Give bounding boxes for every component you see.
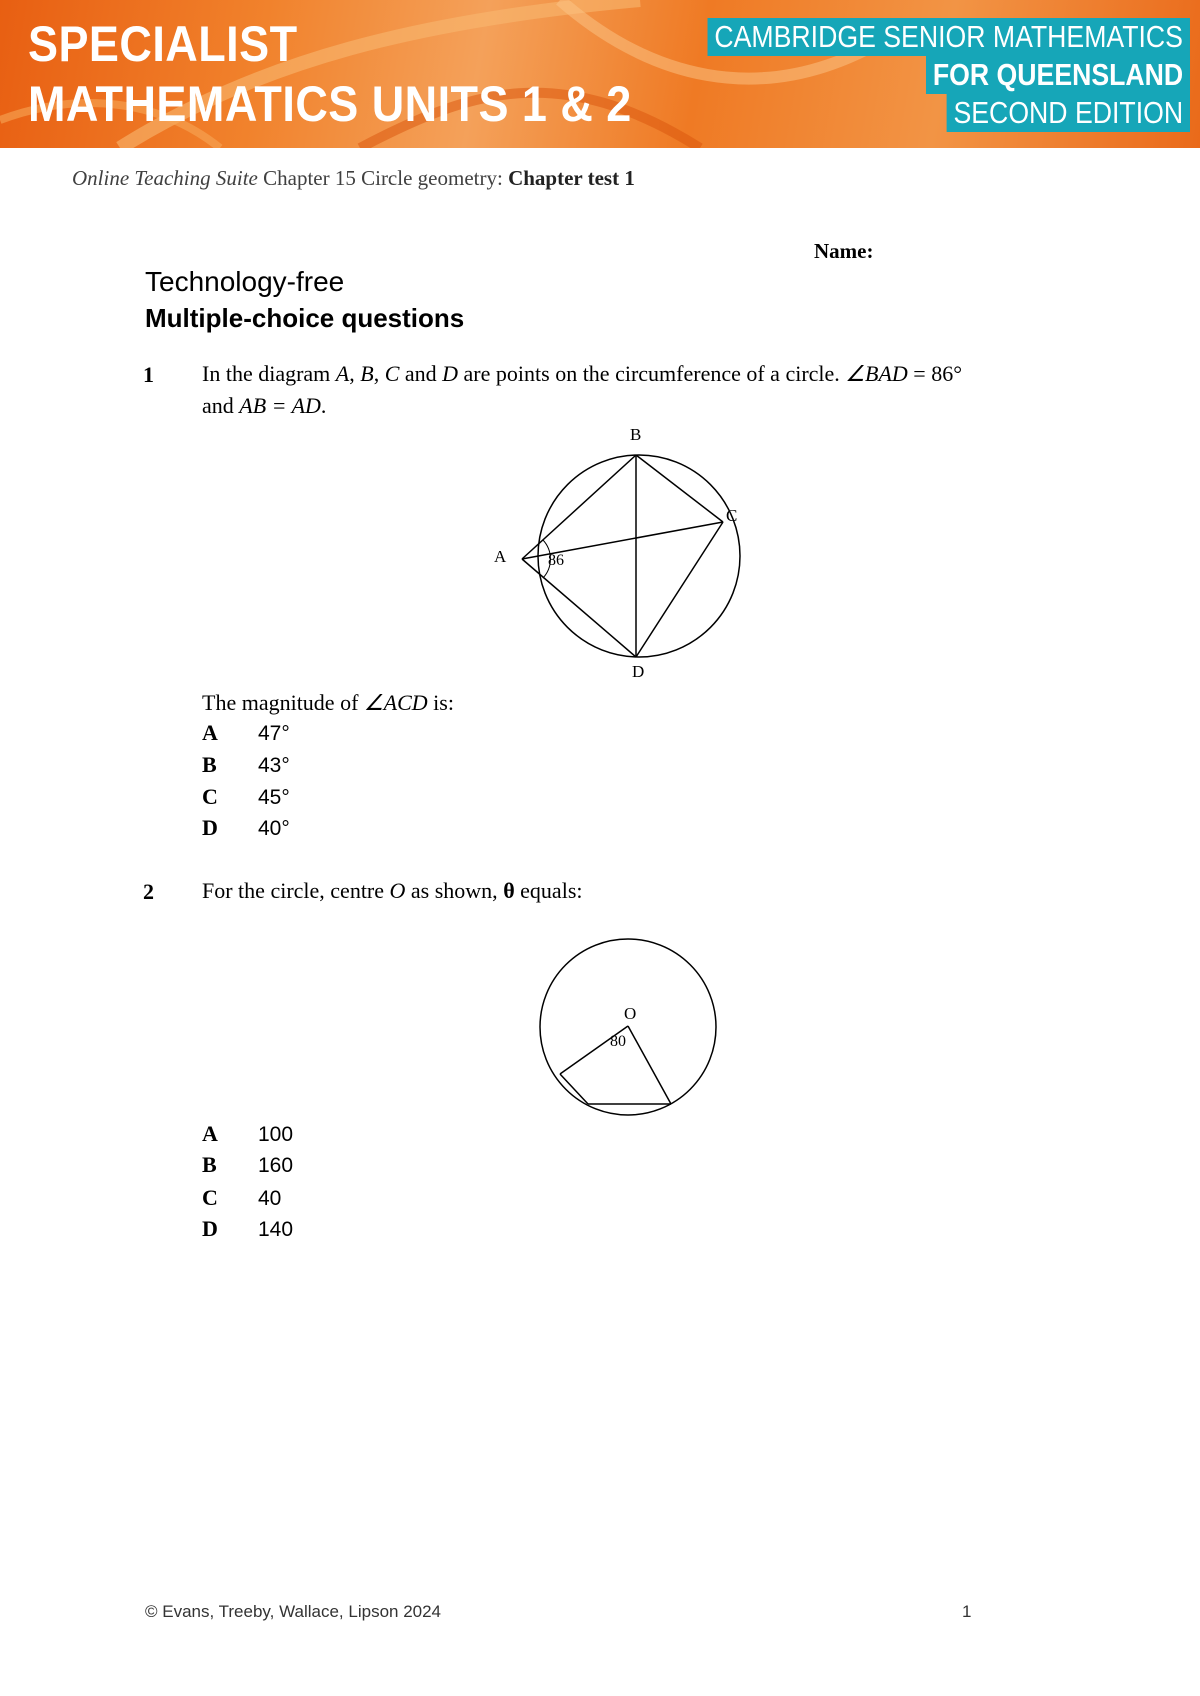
section-subtitle: Multiple-choice questions [145,303,465,333]
option-letter: A [202,720,218,745]
option-value: 40° [258,817,290,840]
label-c: C [726,506,738,525]
edition-label-line-2: FOR QUEENSLAND [926,56,1190,94]
chord-da [522,559,636,657]
circle-diagram-1 [480,418,750,682]
q1-prompt-part: The magnitude of [202,690,364,715]
circle-outline [538,455,740,657]
option-letter: C [202,784,218,809]
name-label: Name: [814,239,874,263]
edition-label-line-3: SECOND EDITION [947,94,1190,132]
series-title-line-2: MATHEMATICS UNITS 1 & 2 [28,76,632,132]
option-value: 47° [258,722,290,745]
equality-condition: AB = AD [239,393,321,418]
q2-option-c[interactable] [202,1185,281,1211]
q1-option-b[interactable] [202,752,290,778]
q1-text-part: and [202,393,240,418]
option-value: 45° [258,786,290,809]
q2-text-part: equals: [514,878,583,903]
option-value: 40 [258,1187,282,1210]
centre-o-label: O [624,1004,637,1023]
q1-option-d[interactable] [202,815,290,841]
question-1-number: 1 [143,362,154,387]
theta-symbol: θ [503,878,515,903]
option-letter: B [202,752,217,777]
question-1-prompt [202,687,1062,719]
prompt-angle: ∠ACD [363,690,428,715]
circle-diagram-2 [528,930,728,1120]
option-letter: C [202,1185,218,1210]
option-value: 160 [258,1154,294,1177]
series-title-line-1: SPECIALIST [28,16,298,72]
q2-option-d[interactable] [202,1216,293,1242]
label-d: D [632,662,645,681]
given-angle-value: = 86° [907,361,963,386]
label-a: A [494,547,507,566]
angle-label-86: 86 [548,552,564,569]
option-value: 43° [258,754,290,777]
q1-option-c[interactable] [202,784,290,810]
q2-option-b[interactable] [202,1152,293,1178]
running-header [72,166,635,191]
option-letter: D [202,1216,218,1241]
chord-cd [636,522,723,657]
q2-option-a[interactable] [202,1121,293,1147]
copyright-footer: © Evans, Treeby, Wallace, Lipson 2024 [145,1602,442,1621]
angle-label-80: 80 [610,1033,626,1050]
option-value: 140 [258,1218,294,1241]
edition-label-line-1: CAMBRIDGE SENIOR MATHEMATICS [708,18,1190,56]
point-a: A [335,361,350,386]
question-2-number: 2 [143,879,154,904]
option-value: 100 [258,1123,294,1146]
q1-text-part: In the diagram [202,361,336,386]
point-d: D [442,361,459,386]
chapter-title: Chapter 15 Circle geometry: [257,166,509,190]
page-number: 1 [962,1602,972,1621]
test-title: Chapter test 1 [508,166,635,190]
centre-label: O [389,878,406,903]
q1-text-part: are points on the circumference of a circle. [458,361,846,386]
q1-option-a[interactable] [202,720,290,746]
option-letter: B [202,1152,217,1177]
point-c: C [384,361,400,386]
q1-prompt-part: is: [427,690,454,715]
question-2-text [202,875,1062,907]
point-b: B [360,361,374,386]
q2-text-part: For the circle, centre [202,878,390,903]
radius-right [628,1026,671,1104]
chord-ab [522,455,636,559]
label-b: B [630,425,642,444]
question-1-text: In the diagram A, B, C and D are points on the circumference of a circle. ∠BAD = 86° and AB = AD. [202,361,963,418]
option-letter: D [202,815,218,840]
given-angle: ∠BAD [845,361,908,386]
option-letter: A [202,1121,218,1146]
chord-bc [636,455,723,522]
chord-left [560,1074,588,1104]
suite-name: Online Teaching Suite [72,166,258,190]
header-banner [0,0,1200,148]
q2-text-part: as shown, [405,878,504,903]
section-title: Technology-free [145,266,345,297]
